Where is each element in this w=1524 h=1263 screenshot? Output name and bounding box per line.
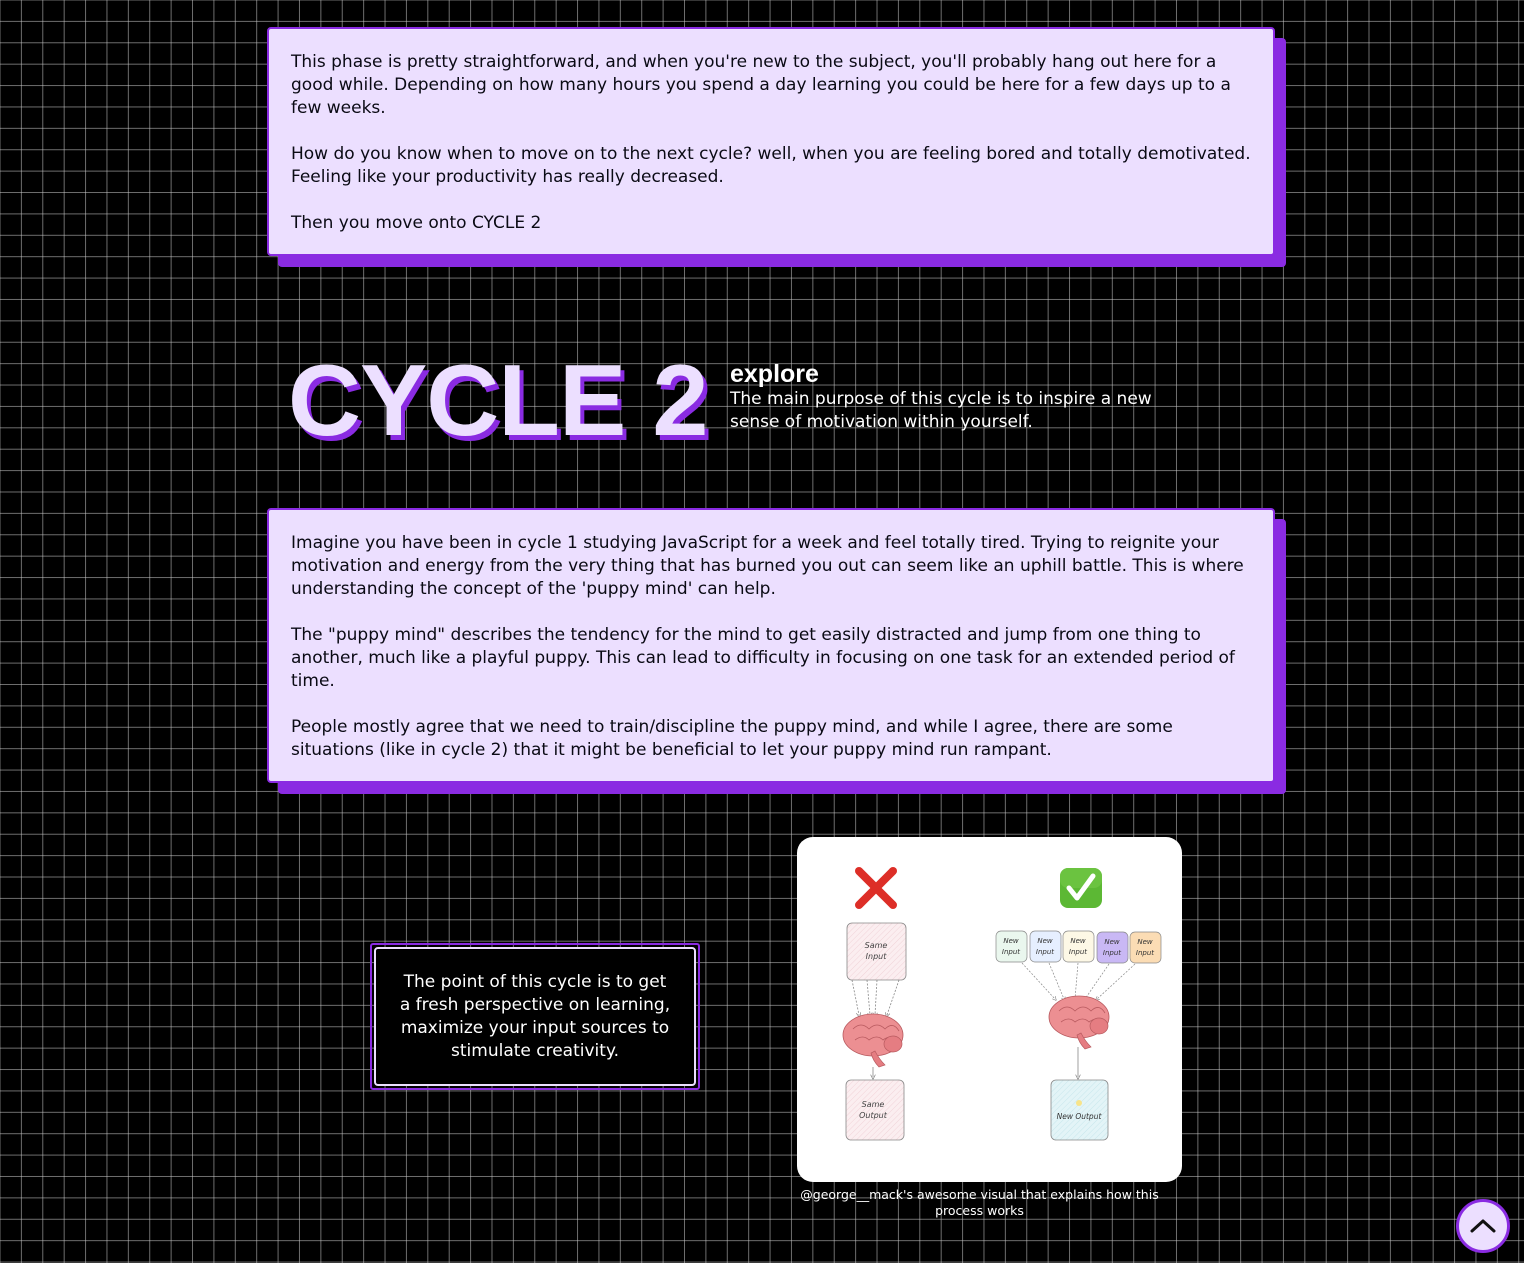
figure-caption: @george__mack's awesome visual that explains how this process works [800, 1187, 1159, 1218]
new-input-box [1130, 932, 1161, 963]
card-paragraph: How do you know when to move on to the next cycle? well, when you are feeling bored and totally demotivated. Feeling like your productivity has really decreased. [291, 144, 1251, 187]
callout-inner [374, 947, 696, 1086]
svg-text:Input: Input [1068, 948, 1088, 956]
cycle-2-title: CYCLE 2 [288, 345, 708, 457]
svg-text:New: New [1137, 938, 1153, 946]
svg-text:Same: Same [864, 941, 888, 950]
cycle-2-text-card [267, 508, 1275, 783]
svg-text:Same: Same [861, 1100, 885, 1109]
svg-text:Input: Input [1135, 949, 1155, 957]
check-mark-button-icon [1060, 868, 1102, 908]
svg-text:New: New [1037, 937, 1053, 945]
svg-text:Input: Input [1102, 949, 1122, 957]
new-input-box [1030, 931, 1061, 962]
same-output-box [846, 1080, 904, 1140]
card-paragraph: Imagine you have been in cycle 1 studying JavaScript for a week and feel totally tired. Trying to reignite your motivation and energy from the very thing that has burned you out can seem like an uphill battle. This is where understanding the concept of the 'puppy mind' can help. [291, 533, 1244, 599]
card-paragraph: This phase is pretty straightforward, and when you're new to the subject, you'll probably hang out here for a good while. Depending on how many hours you spend a day learning you could be here for a few days up to a few weeks. [291, 52, 1231, 118]
new-input-box [1097, 932, 1128, 963]
svg-text:New: New [1003, 937, 1019, 945]
cycle-2-subtitle: explore [730, 360, 819, 388]
svg-text:New Output: New Output [1056, 1112, 1102, 1121]
callout-text: The point of this cycle is to get a fresh perspective on learning, maximize your input sources to stimulate creativity. [399, 971, 671, 1061]
svg-text:New: New [1104, 938, 1120, 946]
card-paragraph: The "puppy mind" describes the tendency for the mind to get easily distracted and jump from one thing to another, much like a playful puppy. This can lead to difficulty in focusing on one task for an extended period of time. [291, 625, 1235, 691]
svg-text:Input: Input [1035, 948, 1055, 956]
card-paragraph: Then you move onto CYCLE 2 [291, 213, 542, 233]
brain-icon-right [1049, 996, 1109, 1049]
callout-box [370, 943, 700, 1090]
new-input-box [996, 931, 1027, 962]
same-input-box [847, 923, 906, 980]
svg-text:Output: Output [859, 1111, 887, 1120]
puppy-mind-diagram [797, 837, 1182, 1182]
scroll-to-top-button[interactable] [1456, 1199, 1510, 1253]
cycle-2-description: The main purpose of this cycle is to inspire a new sense of motivation within yourself. [730, 389, 1152, 432]
card-paragraph: People mostly agree that we need to train/discipline the puppy mind, and while I agree, there are some situations (like in cycle 2) that it might be beneficial to let your puppy mind run rampant. [291, 717, 1173, 760]
left-input-arrows [852, 980, 899, 1015]
cycle-2-intro [730, 360, 1180, 434]
svg-text:Input: Input [1001, 948, 1021, 956]
chevron-up-icon [1470, 1218, 1496, 1234]
brain-icon-left [843, 1014, 903, 1067]
new-output-box [1051, 1080, 1108, 1140]
right-input-arrows [1022, 963, 1135, 999]
svg-text:Input: Input [865, 952, 887, 961]
svg-text:New: New [1070, 937, 1086, 945]
cycle-1-text-card [267, 27, 1275, 256]
cross-mark-icon [859, 871, 893, 905]
new-input-box [1063, 931, 1094, 962]
